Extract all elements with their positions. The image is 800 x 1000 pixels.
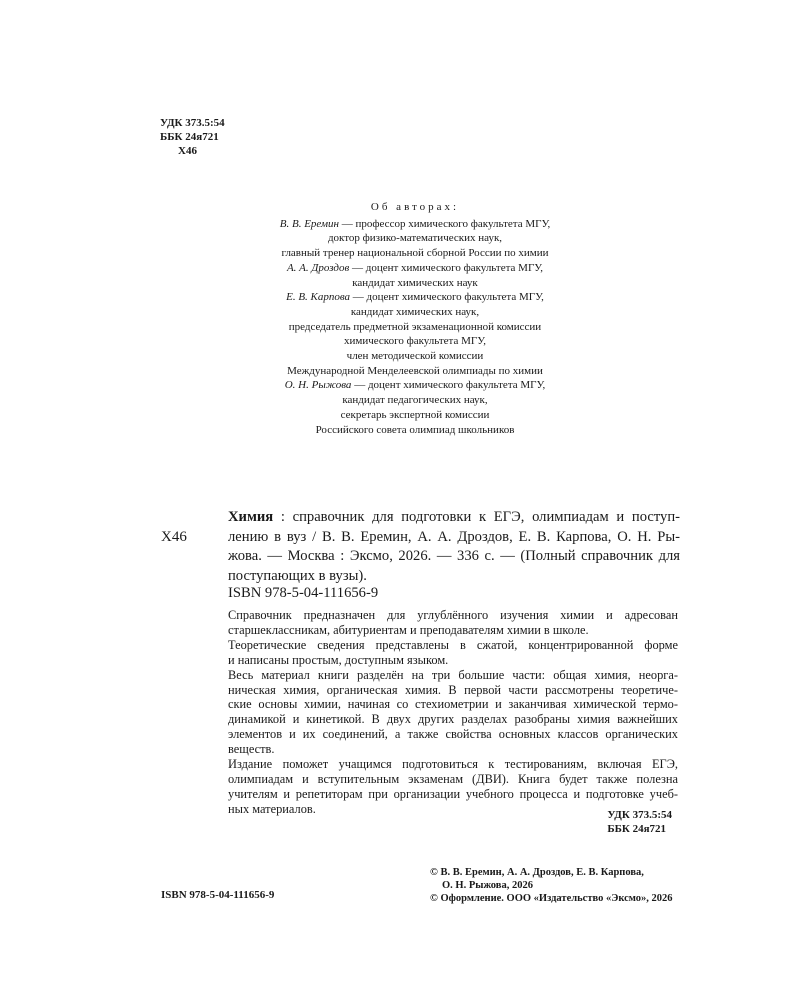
authors-line: член методической комиссии bbox=[346, 350, 484, 363]
card-line-1 bbox=[228, 508, 680, 528]
author-name: В. В. Еремин bbox=[279, 217, 340, 230]
copyright-line-2: О. Н. Рыжова, 2026 bbox=[442, 880, 533, 892]
author-description: — доцент химического факультета МГУ, bbox=[350, 291, 544, 304]
abstract-line: Издание поможет учащимся подготовиться к тестированиям, включая ЕГЭ, bbox=[228, 757, 678, 772]
card-author-mark: Х46 bbox=[161, 529, 187, 545]
authors-line bbox=[150, 217, 680, 232]
authors-line: кандидат химических наук bbox=[352, 276, 478, 289]
catalog-card bbox=[228, 508, 680, 587]
card-title: Химия bbox=[228, 509, 274, 525]
abstract-line: ных материалов. bbox=[228, 801, 316, 816]
udk-code-bottom: УДК 373.5:54 bbox=[607, 809, 672, 821]
abstract-line: Весь материал книги разделён на три большие части: общая химия, неорга- bbox=[228, 667, 678, 682]
abstract bbox=[228, 608, 678, 817]
card-isbn: ISBN 978-5-04-111656-9 bbox=[228, 585, 379, 601]
abstract-line: веществ. bbox=[228, 742, 275, 757]
card-line-1-rest: : справочник для подготовки к ЕГЭ, олимпиадам и поступ- bbox=[273, 509, 680, 525]
abstract-line: старшеклассникам, абитуриентам и преподавателям химии в школе. bbox=[228, 622, 589, 637]
abstract-line: и написаны простым, доступным языком. bbox=[228, 652, 449, 667]
abstract-line: Справочник предназначен для углублённого изучения химии и адресован bbox=[228, 608, 678, 622]
card-line-4: поступающих в вузы). bbox=[228, 568, 367, 585]
authors-line: Российского совета олимпиад школьников bbox=[315, 423, 515, 436]
authors-line: Международной Менделеевской олимпиады по химии bbox=[287, 364, 543, 377]
authors-line: кандидат химических наук, bbox=[350, 305, 480, 318]
authors-line: главный тренер национальной сборной России по химии bbox=[281, 247, 549, 260]
author-mark: Х46 bbox=[178, 145, 197, 157]
authors-list bbox=[150, 217, 680, 438]
authors-line bbox=[150, 290, 680, 305]
card-line-2: лению в вуз / В. В. Еремин, А. А. Дроздов, Е. В. Карпова, О. Н. Ры- bbox=[228, 528, 680, 545]
authors-line: доктор физико-математических наук, bbox=[327, 232, 503, 245]
card-line-3: жова. — Москва : Эксмо, 2026. — 336 с. — (Полный справочник для bbox=[228, 548, 680, 565]
abstract-line: Теоретические сведения представлены в сжатой, концентрированной форме bbox=[228, 637, 678, 652]
copyright-line-3: © Оформление. ООО «Издательство «Эксмо», 2026 bbox=[430, 893, 673, 905]
copyright-block bbox=[430, 866, 673, 906]
abstract-line: динамикой и кинетикой. В двух других разделах разобраны химия важнейших bbox=[228, 712, 678, 727]
author-name: Е. В. Карпова bbox=[286, 291, 351, 304]
abstract-line: учителям и репетиторам при организации учебного процесса и подготовке учеб- bbox=[228, 786, 678, 801]
author-description: — профессор химического факультета МГУ, bbox=[339, 217, 551, 230]
bbk-code-bottom: ББК 24я721 bbox=[607, 823, 667, 835]
isbn-bottom: ISBN 978-5-04-111656-9 bbox=[161, 889, 275, 901]
abstract-line: олимпиадам и вступительным экзаменам (ДВИ). Книга будет также полезна bbox=[228, 771, 678, 786]
abstract-line: ские основы химии, начиная со стехиометрии и заканчивая химической термо- bbox=[228, 697, 678, 712]
authors-line bbox=[150, 378, 680, 393]
abstract-line: элементов и их соединений, а также свойства основных классов органических bbox=[228, 727, 678, 742]
author-name: О. Н. Рыжова bbox=[284, 379, 352, 392]
authors-line: секретарь экспертной комиссии bbox=[340, 408, 490, 421]
classification-top bbox=[160, 116, 225, 158]
abstract-line: ническая химия, органическая химия. В первой части рассмотрены теоретиче- bbox=[228, 682, 678, 697]
author-description: — доцент химического факультета МГУ, bbox=[351, 379, 546, 392]
classification-bottom bbox=[607, 808, 672, 836]
authors-line: химического факультета МГУ, bbox=[343, 335, 487, 348]
authors-line bbox=[150, 261, 680, 276]
author-description: — доцент химического факультета МГУ, bbox=[349, 261, 544, 274]
authors-line: кандидат педагогических наук, bbox=[342, 394, 488, 407]
authors-heading: Об авторах: bbox=[370, 201, 460, 213]
bbk-code: ББК 24я721 bbox=[160, 131, 219, 143]
authors-block bbox=[150, 200, 680, 437]
author-name: А. А. Дроздов bbox=[286, 261, 350, 274]
copyright-line-1: © В. В. Еремин, А. А. Дроздов, Е. В. Карпова, bbox=[430, 867, 644, 878]
udk-code: УДК 373.5:54 bbox=[160, 117, 225, 129]
authors-line: председатель предметной экзаменационной комиссии bbox=[288, 320, 542, 333]
